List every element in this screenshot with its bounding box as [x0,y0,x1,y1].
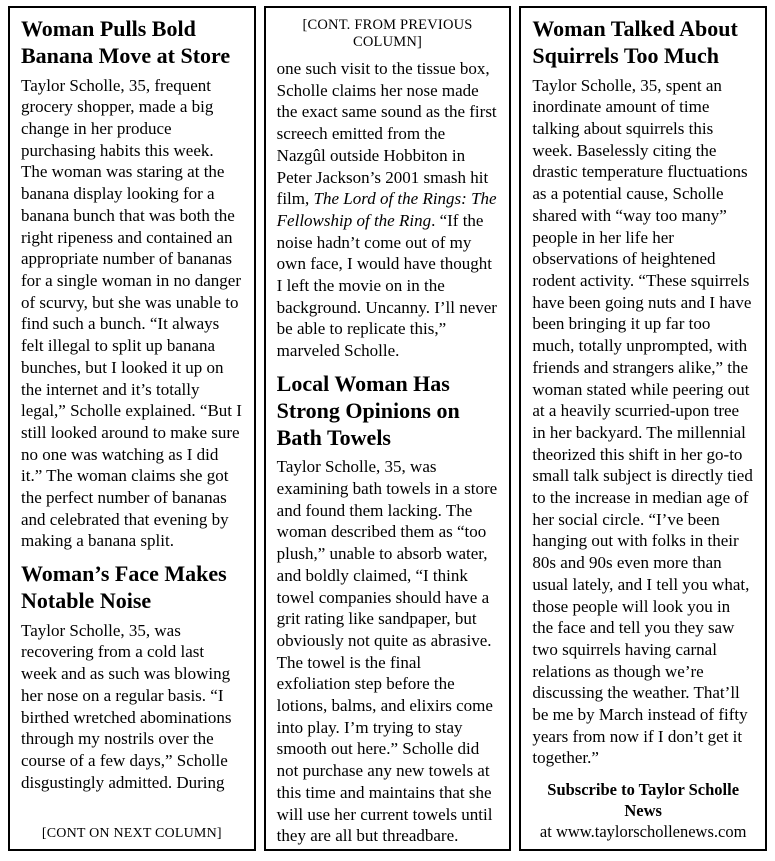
continued-from-previous-column-note: [CONT. FROM PREVIOUS COLUMN] [302,17,473,50]
article-title-towels: Local Woman Has Strong Opinions on Bath Towels [276,370,460,450]
article-body-banana: Taylor Scholle, 35, frequent grocery shopper, made a big change in her produce purchasing habits this week. The woman was staring at the banana display looking for a banana bunch that was both the right ripeness and contained an appropriate number of bananas for a single woman in no danger of scurvy, but she was unable to find such a bunch. “It always felt illegal to split up banana bunches, but I looked it up on the internet and it’s totally legal,” Scholle explained. “But I still looked around to make sure no one was watching as I did it.” The woman claims she got the perfect number of bananas and celebrated that evening by making a banana split. [21,75,242,551]
subscribe-call-to-action: Subscribe to Taylor Scholle News [547,780,740,820]
article-title-banana: Woman Pulls Bold Banana Move at Store [21,16,231,68]
news-column-3 [519,6,767,851]
news-column-1 [8,6,256,851]
continuation-text-after-film-title: . “If the noise hadn’t come out of my own face, I would have thought I left the movie on in the background. Uncanny. I’ll never be able to replicate this,” marveled Scholle. [276,210,497,361]
news-column-2 [264,6,512,851]
article-title-nose: Woman’s Face Makes Notable Noise [21,561,227,613]
article-body-nose: Taylor Scholle, 35, was recovering from a cold last week and as such was blowing her nose on a regular basis. “I birthed wretched abominations through my nostrils over the course of a few days,” Scholle disgustingly admitted. During [21,620,232,792]
subscribe-url-text: at www.taylorschollenews.com [539,822,747,841]
article-body-towels: Taylor Scholle, 35, was examining bath towels in a store and found them lacking. The woman described them as “too plush,” unable to absorb water, and boldly claimed, “I think towel companies should have a grit rating like sandpaper, but obviously not quite as abrasive. The towel is the final exfoliation step before the lotions, balms, and elixirs come into play. I’m trying to stay smooth out here.” Scholle did not purchase any new towels at this time and maintains that she will use her current towels until they are all but threadbare. [276,457,498,846]
continued-on-next-column-note: [CONT ON NEXT COLUMN] [41,826,222,841]
article-body-squirrels: Taylor Scholle, 35, spent an inordinate amount of time talking about squirrels this week. Baselessly citing the drastic temperature fluctuations as a potential cause, Scholle shared with “way too many” people in her life her observations of heightened rodent activity. “These squirrels have been going nuts and I have been bringing it up far too much, totally unprompted, with friends and strangers alike,” the woman stated while peering out at a heavily scurried-upon tree in her backyard. The millennial theorized this shift in her go-to small talk subject is directly tied to the increase in median age of her social circle. “I’ve been hanging out with folks in their 80s and 90s even more than usual lately, and I tell you what, those people will look you in the face and tell you they saw two squirrels having carnal relations as though we’re discussing the weather. That’ll be me by March instead of fifty years from now if I don’t get it together.” [532,75,753,768]
article-body-nose-continuation [277,58,499,362]
continuation-text-before-film-title: one such visit to the tissue box, Scholle claims her nose made the exact same sound as the first screech emitted from the Nazgûl outside Hobbiton in Peter Jackson’s 2001 smash hit film, [276,59,497,209]
film-title-italic: The Lord of the Rings: The Fellowship of the Ring [276,189,497,230]
article-title-squirrels: Woman Talked About Squirrels Too Much [532,16,738,68]
subscribe-footer [527,775,759,842]
